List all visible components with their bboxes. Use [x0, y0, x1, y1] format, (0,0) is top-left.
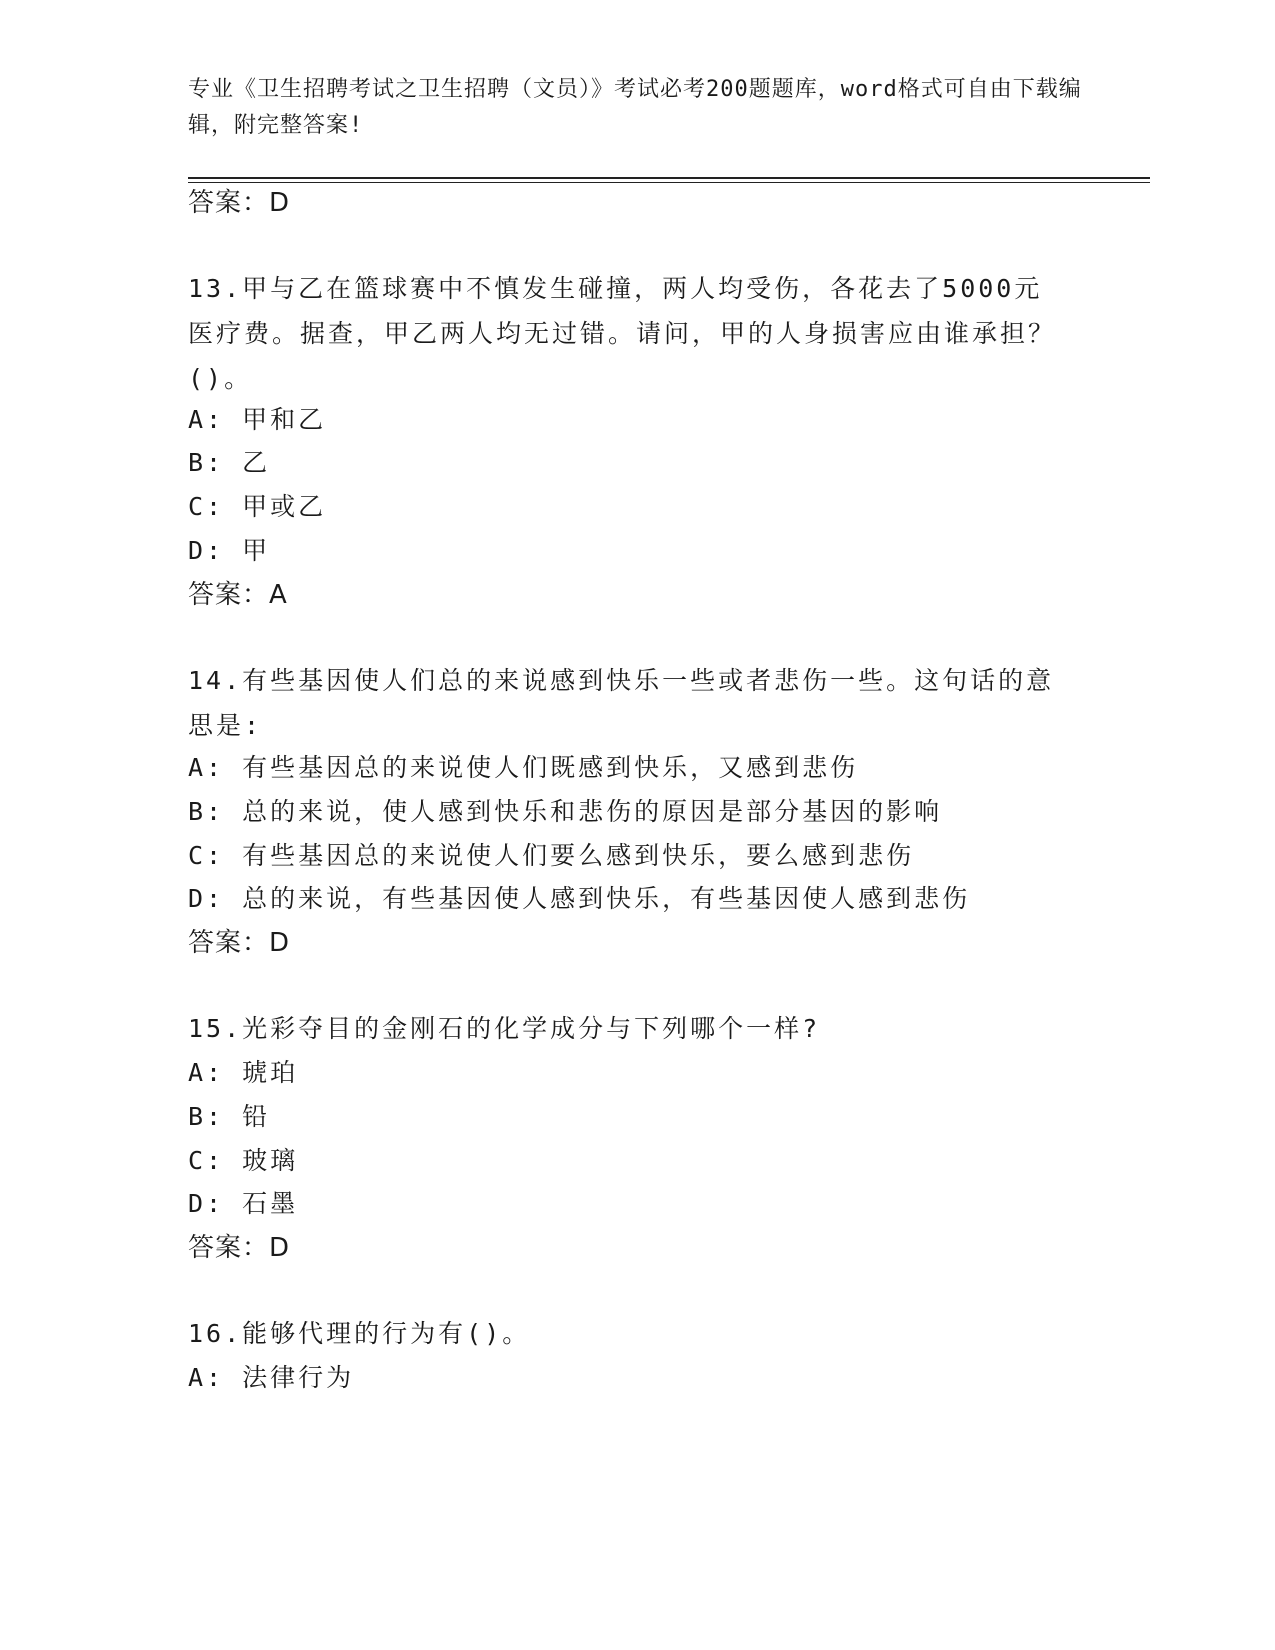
option-c: C: 甲或乙	[188, 492, 327, 521]
option-c: C: 有些基因总的来说使人们要么感到快乐，要么感到悲伤	[188, 841, 915, 870]
answer-line: 答案：A	[188, 580, 288, 610]
header-rule-secondary	[188, 182, 1150, 183]
question-stem: 14.有些基因使人们总的来说感到快乐一些或者悲伤一些。这句话的意思是:	[188, 666, 1055, 740]
option-b: B: 乙	[188, 448, 271, 477]
option-b: B: 铅	[188, 1102, 271, 1131]
question-stem: 15.光彩夺目的金刚石的化学成分与下列哪个一样?	[188, 1014, 821, 1043]
option-d: D: 甲	[188, 536, 271, 565]
header-rule	[188, 177, 1150, 179]
option-c: C: 玻璃	[188, 1146, 299, 1175]
option-b: B: 总的来说，使人感到快乐和悲伤的原因是部分基因的影响	[188, 797, 943, 826]
option-a: A: 有些基因总的来说使人们既感到快乐，又感到悲伤	[188, 753, 859, 782]
question-stem: 13.甲与乙在篮球赛中不慎发生碰撞，两人均受伤，各花去了5000元医疗费。据查，甲乙两人均无过错。请问，甲的人身损害应由谁承担？()。	[188, 274, 1057, 393]
answer-line: 答案：D	[188, 1233, 291, 1263]
document-header: 专业《卫生招聘考试之卫生招聘（文员）》考试必考200题题库，word格式可自由下载编辑，附完整答案!	[188, 77, 1082, 138]
question-stem: 16.能够代理的行为有()。	[188, 1319, 531, 1348]
answer-line: 答案：D	[188, 928, 291, 958]
option-d: D: 石墨	[188, 1189, 299, 1218]
option-a: A: 琥珀	[188, 1058, 299, 1087]
option-a: A: 法律行为	[188, 1363, 355, 1392]
option-d: D: 总的来说，有些基因使人感到快乐，有些基因使人感到悲伤	[188, 884, 971, 913]
answer-line: 答案：D	[188, 188, 291, 218]
option-a: A: 甲和乙	[188, 405, 327, 434]
